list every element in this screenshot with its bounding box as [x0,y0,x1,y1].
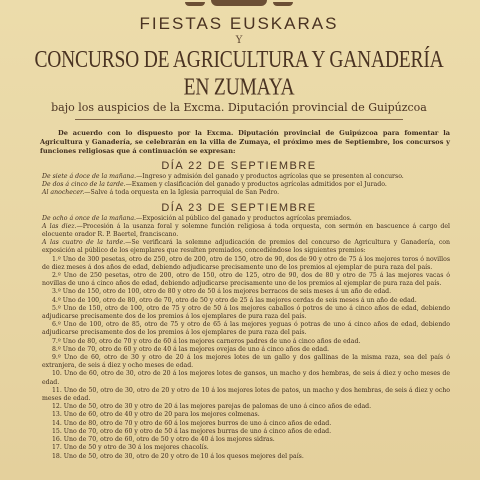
schedule-text: —Exposición al público del ganado y productos agrícolas premiados. [136,214,352,222]
top-ornament [164,0,314,12]
day2-heading: DÍA 23 DE SEPTIEMBRE [161,201,317,214]
prize-item: 4.º Uno de 100, otro de 80, otro de 70, otro de 50 y otro de 25 á las mejores cerdas de seis meses á un año de edad. [52,296,417,304]
prize-item: 9.º Uno de 60, otro de 30 y otro de 20 á los mejores lotes de un gallo y dos gallinas de la misma raza, sea del país ó extranjera, de seis á diez y ocho meses de edad. [42,354,450,370]
schedule-line [42,181,450,189]
prize-list [20,256,458,461]
schedule-time: De ocho á once de la mañana. [42,214,137,222]
main-title: CONCURSO DE AGRICULTURA Y GANADERÍA EN ZUMAYA [34,47,444,101]
day2-schedule [20,215,458,256]
intro-paragraph: De acuerdo con lo dispuesto por la Excma. Diputación provincial de Guipúzcoa para fomentar la Agricultura y Ganadería, se celebrarán en la villa de Zumaya, el próximo mes de Septiembre, los concursos y funciones religiosas que á continuación se expresan: [40,129,450,155]
schedule-time: A las diez. [42,222,77,230]
schedule-time: De siete á doce de la mañana. [42,173,137,180]
day1-schedule [20,173,458,198]
schedule-time: Al anochecer. [42,189,85,197]
schedule-line [42,189,450,197]
schedule-time: A las cuatro de la tarde. [42,239,126,247]
schedule-line [42,173,450,181]
schedule-text: —Salve á toda orquesta en la Iglesia parroquial de San Pedro. [84,189,280,197]
prize-item: 10. Uno de 60, otro de 30, otro de 20 á los mejores lotes de gansos, un macho y dos hembras, de seis á diez y ocho meses de edad. [42,370,450,386]
schedule-text: —Se verificará la solemne adjudicación de premios del concurso de Agricultura y Ganadería, con exposición al público de los ejemplares que resulten premiados, concediéndose los siguientes premios: [42,239,450,255]
schedule-text: —Examen y clasificación del ganado y productos agrícolas admitidos por el Jurado. [125,181,387,189]
prize-item: 12. Uno de 50, otro de 30 y otro de 20 á las mejores parejas de palomas de uno á cinco años de edad. [52,403,372,411]
schedule-line [42,239,450,255]
subtitle: bajo los auspicios de la Excma. Diputación provincial de Guipúzcoa [51,101,427,114]
prize-item: 1.º Uno de 300 pesetas, otro de 250, otro de 200, otro de 150, otro de 90, dos de 90 y otro de 75 á los mejores toros ó novillos de diez meses á dos años de edad, debiendo adjudicarse precisamente uno de los premios al ejemplar de pura raza del país. [42,255,450,271]
schedule-text: —Procesión á la usanza foral y solemne función religiosa á toda orquesta, con sermón en bascuence á cargo del elocuente orador R. P. Baertel, franciscano. [42,222,450,239]
schedule-time: De dos á cinco de la tarde. [42,181,126,189]
prize-item: 14. Uno de 80, otro de 70 y otro de 60 á los mejores burros de uno á cinco años de edad. [52,419,332,427]
prize-item: 2.º Uno de 250 pesetas, otro de 200, otro de 150, otro de 125, otro de 90, dos de 80 y otro de 75 á las mejores vacas ó novillas de uno á cinco años de edad, debiendo adjudicarse precisamente uno de los premios al ejemplar de pura raza del país. [42,272,450,288]
prize-item: 15. Uno de 70, otro de 60 y otro de 50 á las mejores burras de uno á cinco años de edad. [52,427,332,435]
prize-item: 5.º Uno de 150, otro de 100, otro de 75 y otro de 50 á los mejores caballos ó potros de uno á cinco años de edad, debiendo adjudicarse precisamente dos de los premios á los ejemplares de pura raza del país. [42,304,450,321]
prize-item: 8.º Uno de 70, otro de 60 y otro de 40 á las mejores ovejas de uno á cinco años de edad. [52,345,330,353]
prize-item: 11. Uno de 50, otro de 30, otro de 20 y otro de 10 á los mejores lotes de patos, un macho y dos hembras, de seis á diez y ocho meses de edad. [42,386,450,403]
poster-title: FIESTAS EUSKARAS [139,14,339,33]
prize-item: 7.º Uno de 80, otro de 70 y otro de 60 á los mejores carneros padres de uno á cinco años de edad. [52,337,361,345]
schedule-line [42,215,450,223]
prize-item: 18. Uno de 50, otro de 30, otro de 20 y otro de 10 á los quesos mejores del país. [52,452,304,460]
title-conjunction: Y [235,35,243,46]
prize-item: 3.º Uno de 150, otro de 100, otro de 80 y otro de 50 á los mejores berracos de seis meses á un año de edad. [52,288,392,296]
prize-item: 17. Uno de 50 y otro de 30 á los mejores chacolís. [52,444,209,452]
day1-heading: DÍA 22 DE SEPTIEMBRE [161,160,317,172]
prize-item: 6.º Uno de 100, otro de 85, otro de 75 y otro de 65 á las mejores yeguas ó potras de uno á cinco años de edad, debiendo adjudicarse precisamente dos de los premios á los ejemplares de pura raza del país. [42,321,450,337]
schedule-line [42,223,450,239]
title-rule [75,119,403,120]
prize-item: 13. Uno de 60, otro de 40 y otro de 20 para los mejores colmenas. [52,411,260,419]
prize-item: 16. Uno de 70, otro de 60, otro de 50 y otro de 40 á los mejores sidras. [52,436,275,444]
schedule-text: —Ingreso y admisión del ganado y productos agrícolas que se presenten al concurso. [136,173,404,180]
